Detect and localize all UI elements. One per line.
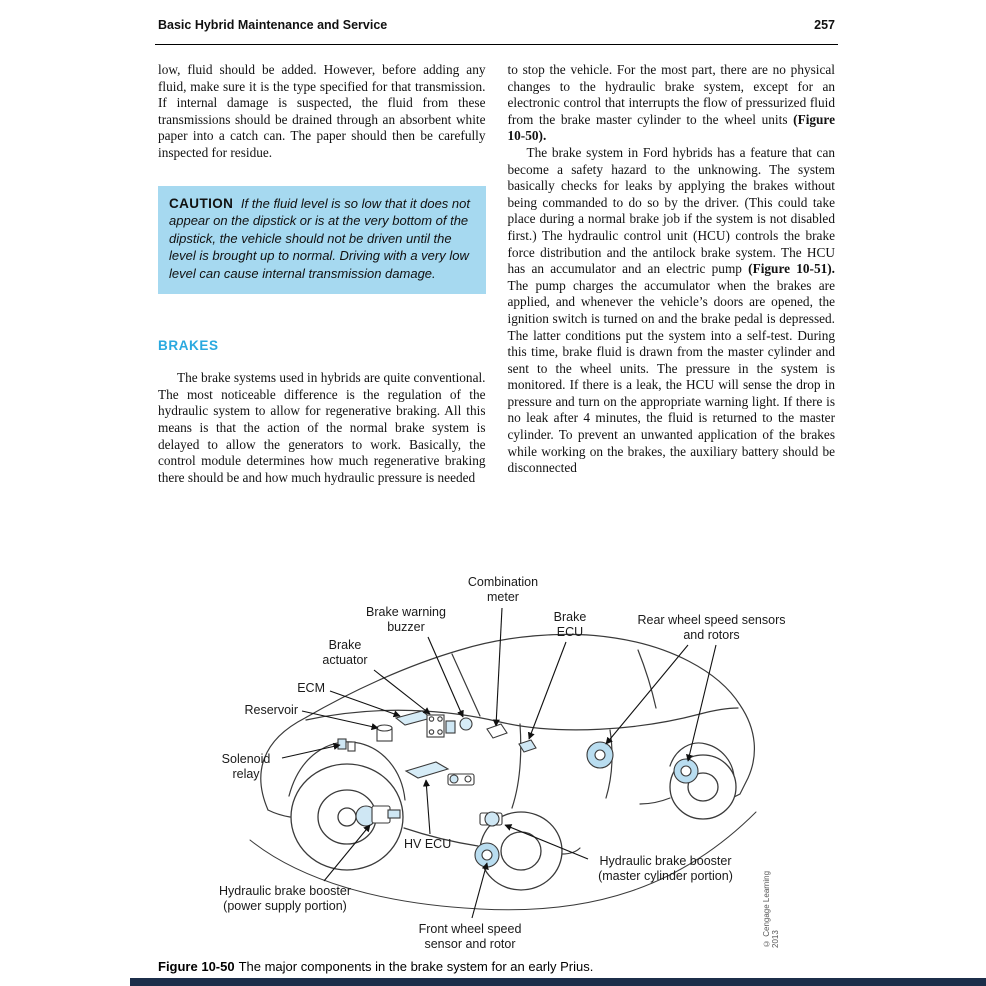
paragraph-continuation: low, fluid should be added. However, before adding any fluid, make sure it is the type specified for that transmission. If internal damage is suspected, the fluid from these transmissions should be drained through an absorbent white paper into a catch can. The paper should then be carefully inspected for residue. [158,62,486,160]
paragraph-right-1 [508,62,836,145]
paragraph-right-2-text-b: The pump charges the accumulator when the brakes are applied, and whenever the vehicle’s doors are opened, the ignition switch is turned on and the brake pedal is depressed. The latter conditions put the system into a self-test. During this time, brake fluid is drawn from the master cylinder and sent to the wheel units. The pressure in the system is monitored. If there is a leak, the HCU will sense the drop in pressure and turn on the appropriate warning light. If there is no leak after 4 minutes, the fluid is returned to the master cylinder. To prevent an unwanted application of the brakes while working on the brakes, the auxiliary battery should be disconnected [507,277,835,476]
figure-ref-10-50: (Figure 10-50). [507,111,835,144]
figure-caption [158,959,846,974]
page-header [158,18,835,32]
figure-caption-text: The major components in the brake system for an early Prius. [238,959,594,974]
figure-10-50 [0,558,986,958]
caution-text: If the fluid level is so low that it does not appear on the dipstick or is at the very bottom of the dipstick, the vehicle should not be driven until the level is brought up to normal. Driving with a very low level can cause internal transmission damage. [169,195,470,281]
label-brake-warning-buzzer: Brake warning buzzer [366,605,446,634]
left-column [158,62,486,486]
page-edge-bar [130,978,986,986]
label-solenoid-relay: Solenoid relay [221,752,271,781]
label-combination-meter: Combination meter [467,575,539,604]
figure-ref-10-51: (Figure 10-51). [748,261,835,277]
label-brake-ecu: Brake ECU [553,610,587,639]
label-hv-ecu: HV ECU [404,837,452,851]
text-columns [158,62,835,486]
paragraph-right-2-text-a: The brake system in Ford hybrids has a feature that can become a safety hazard to the unknowing. The system basically checks for leaks by applying the brakes without being commanded to do so by the driver. (This could take place during a normal brake job if the system is not disabled first.) The hydraulic control unit (HCU) controls the brake force distribution and the antilock brake system. The HCU has an accumulator and an electric pump [507,144,835,277]
label-booster-master: Hydraulic brake booster (master cylinder portion) [598,854,733,883]
right-column [508,62,836,486]
paragraph-brakes-intro: The brake systems used in hybrids are quite conventional. The most noticeable difference is the regulation of the hydraulic system to allow for regenerative braking. All this means is that the action of the normal brake system is delayed to allow the generators to work. Basically, the control module determines how much regenerative braking there should be and how much hydraulic pressure is needed [158,370,486,485]
page-number: 257 [814,18,835,32]
header-rule [155,44,838,45]
caution-label: CAUTION [169,195,234,211]
paragraph-right-1-text: to stop the vehicle. For the most part, there are no physical changes to the hydraulic brake system, except for an electronic control that interrupts the flow of pressurized fluid from the brake master cylinder to the wheel units [507,62,835,127]
running-head: Basic Hybrid Maintenance and Service [158,18,388,32]
prius-brake-diagram [0,558,986,958]
section-heading-brakes: BRAKES [158,337,219,353]
label-front-wheel-speed: Front wheel speed sensor and rotor [418,922,522,951]
label-reservoir: Reservoir [244,703,298,717]
figure-caption-number: Figure 10-50 [158,959,235,974]
caution-box [158,186,486,294]
label-booster-power: Hydraulic brake booster (power supply portion) [218,884,351,913]
paragraph-right-2 [508,145,836,477]
label-ecm: ECM [297,681,325,695]
label-rear-wheel-speed: Rear wheel speed sensors and rotors [637,613,786,642]
copyright-credit: © Cengage Learning 2013 [762,870,780,948]
label-brake-actuator: Brake actuator [322,638,368,667]
